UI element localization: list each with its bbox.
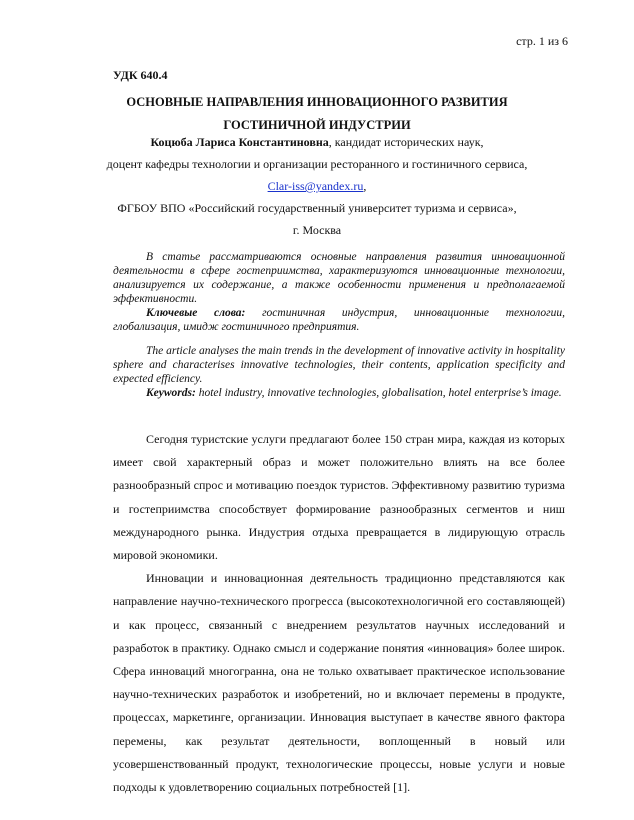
author-line	[100, 131, 534, 153]
body-paragraph-1: Сегодня туристские услуги предлагают более 150 стран мира, каждая из которых имеет свой характерный образ и может положительно влиять на все более разнообразный спрос и мотивацию поездок туристов. Эффективному развитию туризма и гостеприимства способствует формирование разнообразных сегментов и ниш международного рынка. Индустрия отдыха превращается в лидирующую отрасль мировой экономики.	[113, 432, 565, 563]
author-block	[100, 131, 534, 241]
body-text	[113, 428, 565, 799]
author-email-line	[100, 175, 534, 197]
keywords-ru-label: Ключевые слова:	[146, 307, 246, 319]
author-degree: , кандидат исторических наук,	[328, 135, 484, 149]
abstract-english	[113, 344, 565, 400]
author-affiliation: ФГБОУ ВПО «Российский государственный университет туризма и сервиса»,	[117, 201, 517, 215]
keywords-en	[113, 386, 565, 400]
keywords-ru-text: гостиничная индустрия, инновационные технологии, глобализация, имидж гостиничного предприятия.	[113, 307, 566, 333]
keywords-en-text: hotel industry, innovative technologies, globalisation, hotel enterprise’s image.	[195, 387, 562, 399]
abstract-russian	[113, 250, 565, 334]
author-city: г. Москва	[292, 223, 342, 237]
abstract-en-text: The article analyses the main trends in the development of innovative activity in hospitality sphere and characterises innovative technologies, their contents, application specificity and expected efficiency.	[113, 345, 565, 385]
abstract-ru-text: В статье рассматриваются основные направления развития инновационной деятельности в сфере гостеприимства, характеризуются инновационные технологии, анализируется их содержание, а также особенности применения и предполагаемой эффективности.	[113, 251, 565, 305]
body-paragraph-2: Инновации и инновационная деятельность традиционно представляются как направление научно-технического прогресса (высокотехнологичной его составляющей) и как процесс, связанный с внедрением результатов научных исследований и разработок в практику. Однако смысл и содержание понятия «инновация» более широк. Сфера инноваций многогранна, она не только охватывает практическое использование научно-технических разработок и изобретений, но и включает перемены в продукте, процессах, маркетинге, организации. Инновация выступает в качестве явного фактора перемены, как результат деятельности, воплощенный в новый или усовершенствованный продукт, технологические процессы, новые услуги и новые подходы к удовлетворению социальных потребностей [1].	[113, 571, 565, 795]
article-title-line2: ГОСТИНИЧНОЙ ИНДУСТРИИ	[223, 118, 411, 132]
page-number: стр. 1 из 6	[516, 34, 568, 48]
author-email-link[interactable]: Clar-iss@yandex.ru	[267, 179, 364, 193]
author-name: Коцюба Лариса Константиновна	[150, 135, 329, 149]
email-suffix: ,	[363, 179, 367, 193]
article-title-line1: ОСНОВНЫЕ НАПРАВЛЕНИЯ ИННОВАЦИОННОГО РАЗВИТИЯ	[126, 95, 508, 109]
author-position: доцент кафедры технологии и организации ресторанного и гостиничного сервиса,	[106, 157, 528, 171]
udk-code: УДК 640.4	[113, 68, 168, 82]
keywords-ru	[113, 306, 565, 334]
keywords-en-label: Keywords:	[146, 387, 196, 399]
